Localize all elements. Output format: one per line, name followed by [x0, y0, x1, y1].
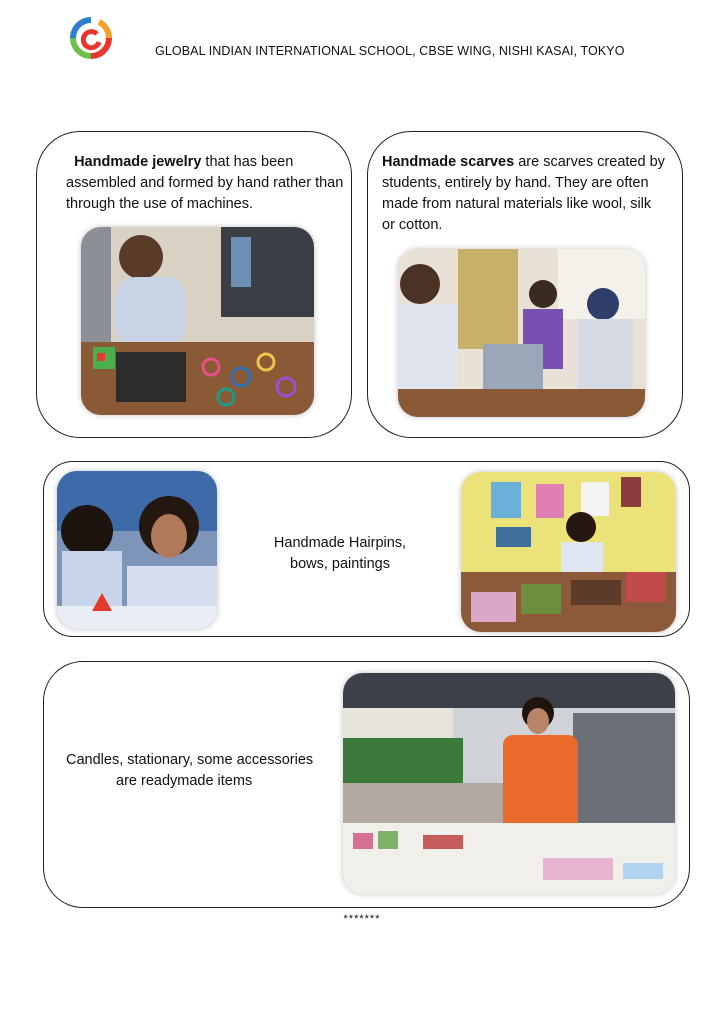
school-name: GLOBAL INDIAN INTERNATIONAL SCHOOL, CBSE WING, NISHI KASAI, TOKYO	[155, 44, 625, 58]
paintings-photo	[461, 472, 676, 632]
readymade-line-2: are readymade items	[116, 773, 253, 789]
readymade-line-1: Candles, stationary, some accessories	[66, 752, 314, 768]
jewelry-photo	[81, 227, 314, 415]
scarves-title: Handmade scarves	[382, 154, 515, 170]
hairpins-line-1: Handmade Hairpins,	[273, 535, 407, 551]
jewelry-description	[66, 152, 346, 215]
end-marker: *******	[343, 913, 381, 925]
jewelry-text: that has been assembled and formed by hand rather than through the use of machines.	[66, 154, 344, 212]
scarves-description	[382, 152, 668, 236]
hairpins-line-2: bows, paintings	[290, 556, 390, 572]
hairpins-description	[250, 533, 430, 575]
scarves-text: are scarves created by students, entirely by hand. They are often made from natural materials like wool, silk or cotton.	[382, 154, 665, 233]
hairpins-photo	[57, 471, 217, 629]
readymade-description	[66, 750, 336, 792]
school-logo-icon	[69, 16, 113, 60]
scarves-photo	[398, 249, 645, 417]
stall-photo	[343, 673, 675, 894]
jewelry-title: Handmade jewelry	[74, 154, 202, 170]
